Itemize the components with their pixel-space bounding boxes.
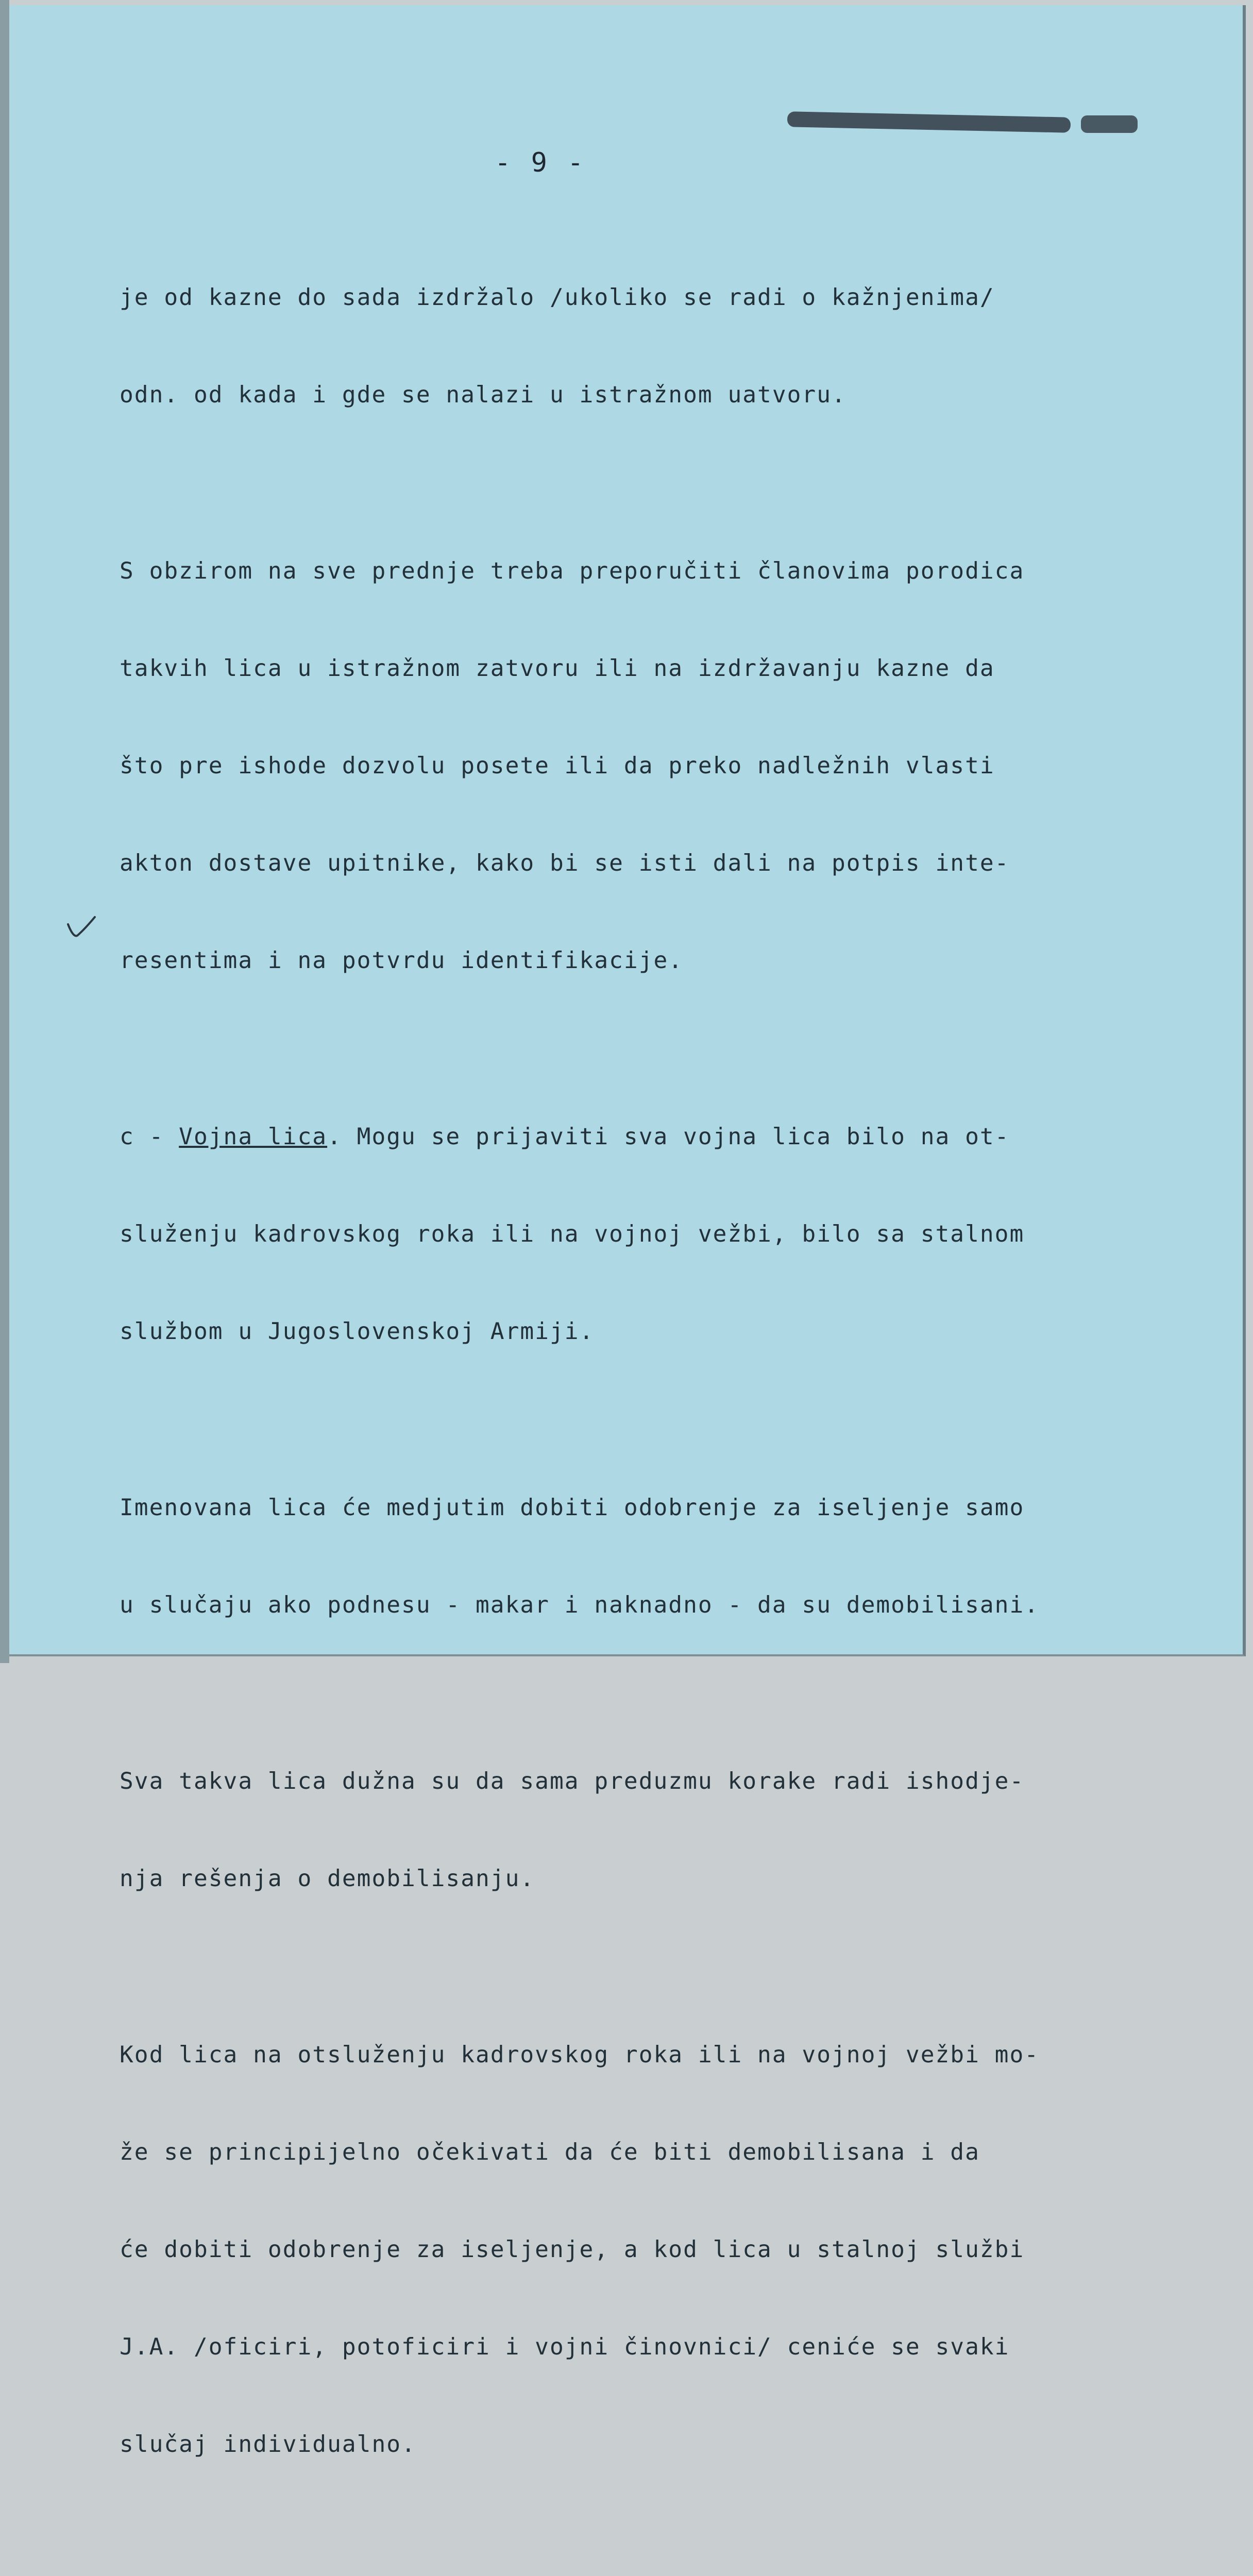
paragraph-1: je od kazne do sada izdržalo /ukoliko se radi o kažnjenima/ odn. od kada i gde se nalazi u istražnom uatvoru. <box>120 284 995 408</box>
document-body <box>120 216 1129 2576</box>
paragraph-5: Sva takva lica dužna su da sama preduzmu korake radi ishodje- nja rešenja o demobilisanju. <box>120 1768 1025 1892</box>
paragraph-6: Kod lica na otsluženju kadrovskog roka ili na vojnoj vežbi mo- že se principijelno očekivati da će biti demobilisana i da će dobiti odobrenje za iseljenje, a kod lica u stalnoj službi J.A. /oficiri, potoficiri i vojni činovnici/ ceniće se svaki slučaj individualno. <box>120 2042 1040 2458</box>
scan-edge <box>0 0 9 1663</box>
page-number: - 9 - <box>495 147 586 178</box>
checkmark-icon <box>66 915 97 940</box>
redaction-mark-small <box>1081 115 1138 133</box>
paragraph-mesoviti-brakovi <box>120 2539 1129 2576</box>
paragraph-2: S obzirom na sve prednje treba preporučiti članovima porodica takvih lica u istražnom zatvoru ili na izdržavanju kazne da što pre ishode dozvolu posete ili da preko nadležnih vlasti akton dostave upitnike, kako bi se isti dali na potpis inte- resentima i na potvrdu identifikacije. <box>120 558 1025 974</box>
section-heading-vojna-lica: Vojna lica <box>179 1124 328 1150</box>
paragraph-vojna-lica: c - Vojna lica. Mogu se prijaviti sva vojna lica bilo na ot- služenju kadrovskog roka ili na vojnoj vežbi, bilo sa stalnom službom u Jugoslovenskoj Armiji. <box>120 1124 1025 1345</box>
paragraph-4: Imenovana lica će medjutim dobiti odobrenje za iseljenje samo u slučaju ako podnesu - makar i naknadno - da su demobilisani. <box>120 1495 1040 1618</box>
redaction-mark <box>787 111 1071 133</box>
